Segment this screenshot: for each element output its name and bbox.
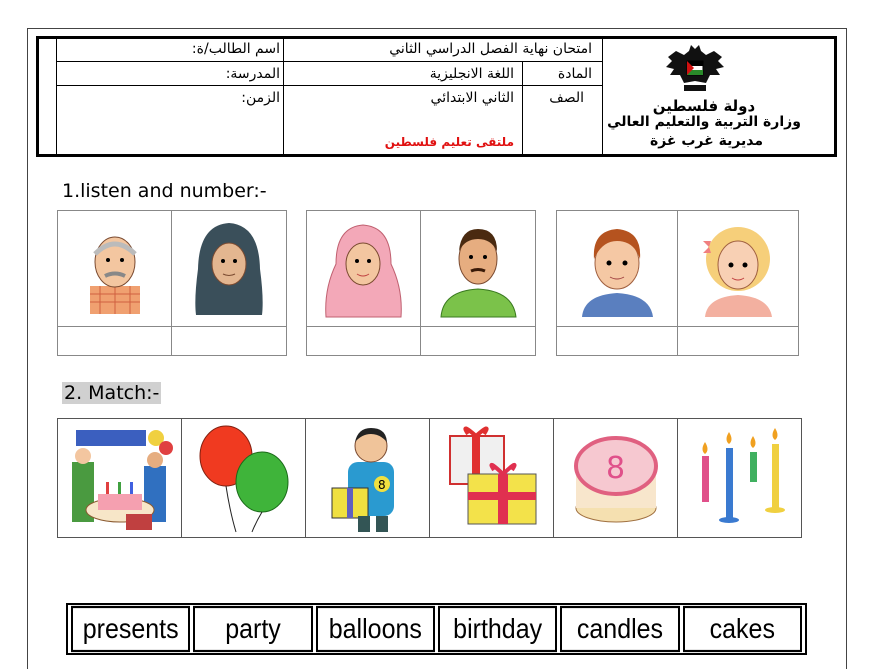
- exam-header: [36, 36, 837, 157]
- brother-picture-icon: [570, 219, 665, 319]
- svg-text:8: 8: [605, 451, 625, 486]
- class-value: الثاني الابتدائي: [430, 90, 514, 106]
- picture-group-children: [556, 210, 799, 356]
- org-ministry: وزارة التربية والتعليم العالي: [607, 114, 801, 130]
- match-word-cell[interactable]: presents: [71, 606, 190, 652]
- answer-box[interactable]: [421, 327, 535, 355]
- sister-picture-icon: [691, 219, 786, 319]
- father-picture-icon: [431, 219, 526, 319]
- party-picture-icon: [66, 422, 174, 534]
- grandfather-picture-icon: [70, 224, 160, 314]
- grandmother-picture-icon: [184, 219, 274, 319]
- presents-picture-icon: [438, 422, 546, 534]
- match-picture-party[interactable]: [58, 419, 182, 537]
- picture-card: [678, 211, 798, 355]
- match-picture-birthday-cake[interactable]: [554, 419, 678, 537]
- subject-value: اللغة الانجليزية: [429, 66, 514, 82]
- student-name-label: اسم الطالب/ة:: [191, 41, 280, 57]
- section1-title: 1.listen and number:-: [62, 180, 267, 202]
- answer-box[interactable]: [58, 327, 171, 355]
- answer-box[interactable]: [307, 327, 420, 355]
- picture-card: [58, 211, 172, 355]
- picture-card: [172, 211, 286, 355]
- match-pictures-row: [57, 418, 802, 538]
- match-word-cell[interactable]: party: [193, 606, 312, 652]
- answer-box[interactable]: [678, 327, 798, 355]
- picture-group-grandparents: [57, 210, 287, 356]
- picture-card: [421, 211, 535, 355]
- birthday-cake-picture-icon: [562, 422, 670, 534]
- org-state: دولة فلسطين: [652, 97, 756, 115]
- answer-box[interactable]: [172, 327, 286, 355]
- subject-label: المادة: [557, 66, 592, 82]
- candles-picture-icon: [686, 422, 794, 534]
- match-picture-presents[interactable]: [430, 419, 554, 537]
- section2-title-text: 2. Match:-: [64, 382, 160, 404]
- eagle-emblem-icon: [664, 43, 726, 97]
- org-directorate: مديرية غرب غزة: [649, 133, 764, 149]
- picture-card: [307, 211, 421, 355]
- match-word-cell[interactable]: cakes: [683, 606, 802, 652]
- picture-group-parents: [306, 210, 536, 356]
- class-label: الصف: [549, 90, 584, 106]
- boy-with-present-picture-icon: [314, 422, 422, 534]
- match-word-cell[interactable]: candles: [560, 606, 679, 652]
- time-label: الزمن:: [241, 90, 280, 106]
- mother-picture-icon: [316, 219, 411, 319]
- match-word-cell[interactable]: balloons: [316, 606, 435, 652]
- section2-title: [62, 382, 161, 404]
- match-picture-candles[interactable]: [678, 419, 801, 537]
- match-picture-boy-with-present[interactable]: [306, 419, 430, 537]
- picture-card: [557, 211, 678, 355]
- match-picture-balloons[interactable]: [182, 419, 306, 537]
- match-word-cell[interactable]: birthday: [438, 606, 557, 652]
- exam-title: امتحان نهاية الفصل الدراسي الثاني: [389, 41, 592, 57]
- match-words-table: [66, 603, 807, 655]
- svg-text:8: 8: [377, 478, 386, 492]
- school-label: المدرسة:: [225, 66, 280, 82]
- balloons-picture-icon: [190, 422, 298, 534]
- answer-box[interactable]: [557, 327, 677, 355]
- forum-note: ملتقى تعليم فلسطين: [384, 135, 514, 149]
